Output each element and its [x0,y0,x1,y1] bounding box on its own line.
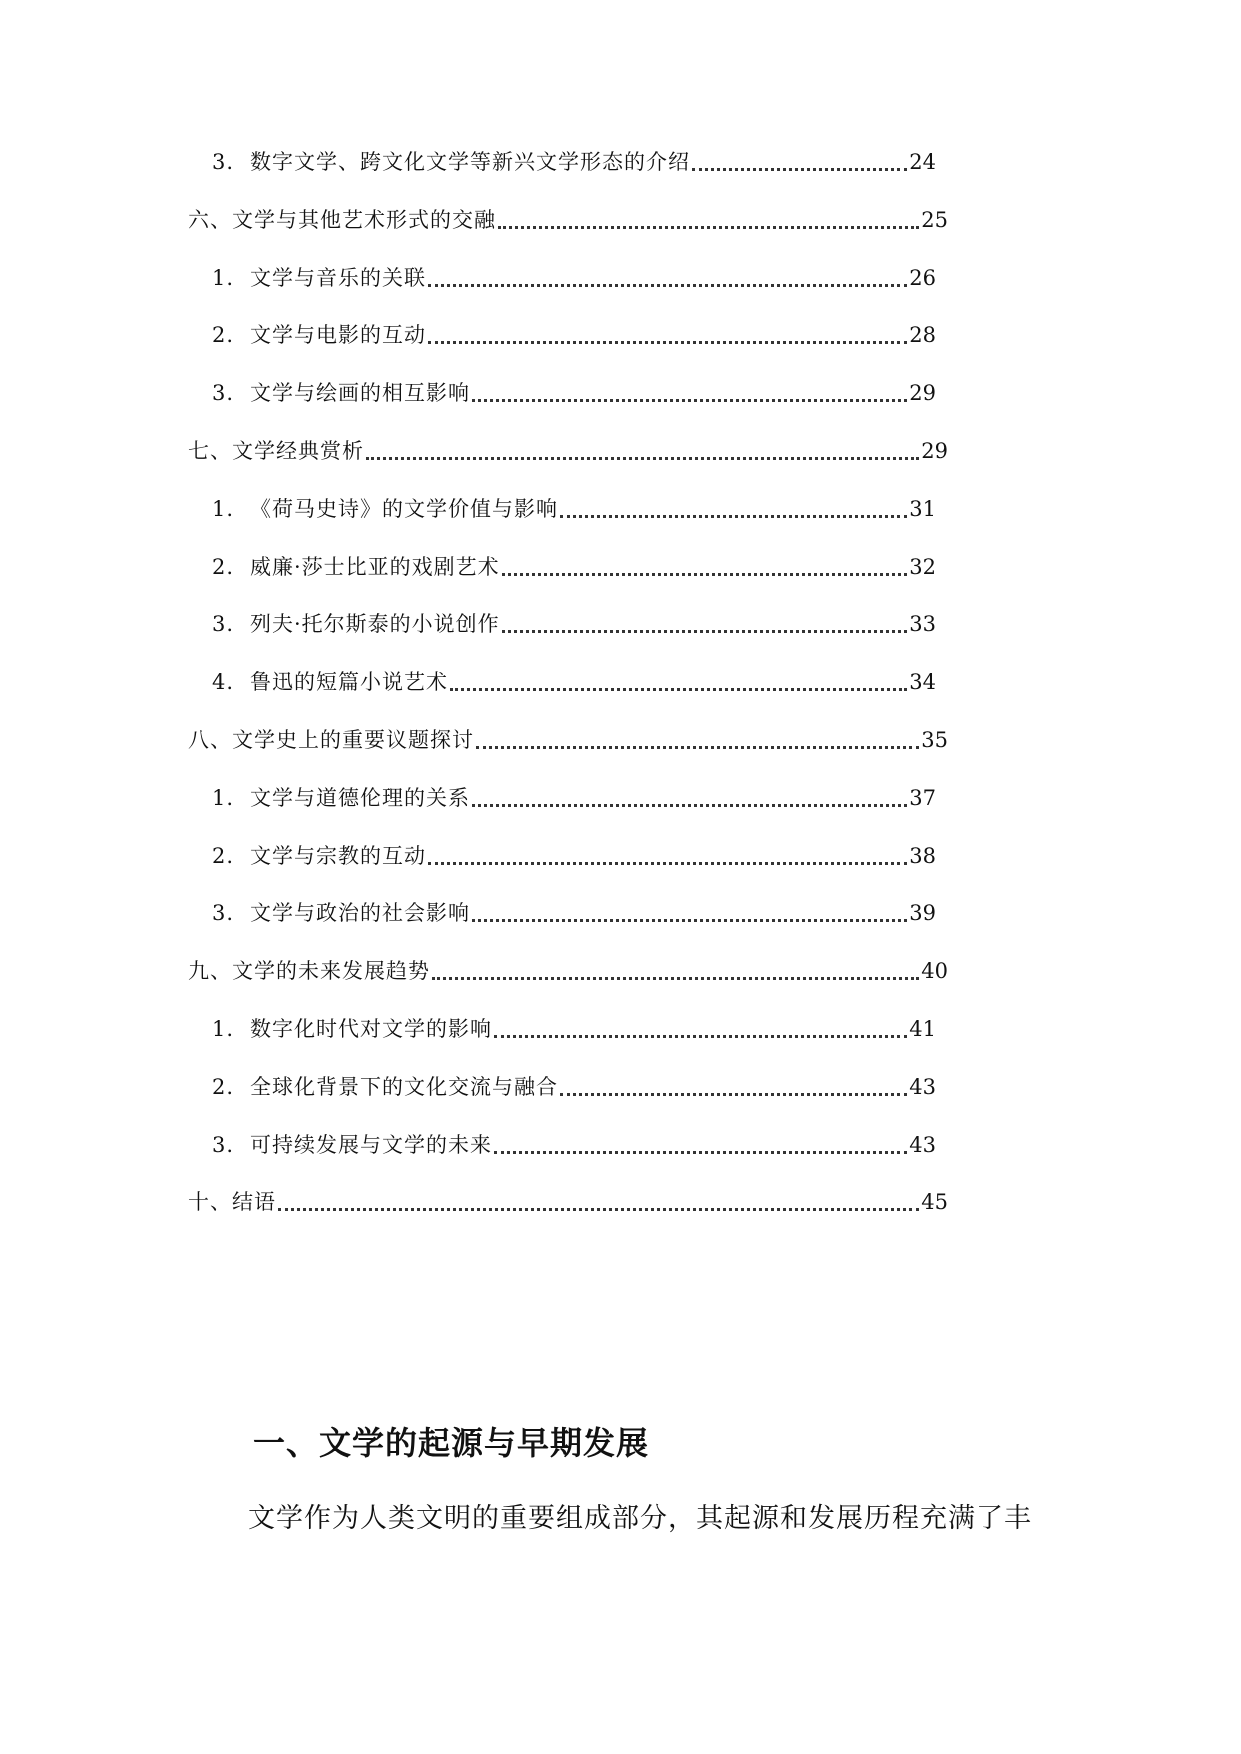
toc-dot-leader [450,688,907,691]
toc-page-number: 29 [907,373,936,413]
toc-entry[interactable] [0,489,1241,529]
toc-dot-leader [472,919,907,922]
toc-entry-label [212,836,428,876]
toc-entry[interactable] [0,662,1241,702]
toc-entry-number: 2. [212,843,235,868]
toc-dot-leader [428,284,907,287]
toc-entry-label [188,431,366,471]
toc-dot-leader [428,341,907,344]
toc-entry-title: 鲁迅的短篇小说艺术 [250,670,448,695]
toc-dot-leader [494,1151,907,1154]
toc-entry[interactable] [0,778,1241,818]
toc-entry-title: 文学与音乐的关联 [250,265,426,290]
toc-entry-title: 六、文学与其他艺术形式的交融 [188,207,496,232]
toc-entry[interactable] [0,431,1241,471]
toc-entry-label [212,1009,494,1049]
toc-dot-leader [560,1093,907,1096]
toc-entry-title: 可持续发展与文学的未来 [250,1132,492,1157]
toc-entry-number: 3. [212,901,235,926]
toc-entry-number: 3. [212,612,235,637]
toc-entry-label [212,1125,494,1165]
toc-page-number: 37 [907,778,936,818]
toc-page-number: 40 [919,951,948,991]
toc-dot-leader [432,977,919,980]
toc-entry[interactable] [0,836,1241,876]
toc-entry-label [188,1182,278,1222]
toc-entry-label [212,893,472,933]
toc-dot-leader [278,1208,919,1211]
toc-entry-label [212,142,692,182]
toc-entry-title: 文学与绘画的相互影响 [250,381,470,406]
toc-entry-label [212,778,472,818]
toc-page-number: 34 [907,662,936,702]
toc-entry[interactable] [0,315,1241,355]
toc-entry-title: 《荷马史诗》的文学价值与影响 [250,496,558,521]
toc-entry-number: 2. [212,323,235,348]
toc-entry[interactable] [0,200,1241,240]
toc-entry-title: 八、文学史上的重要议题探讨 [188,728,474,752]
toc-dot-leader [494,1035,907,1038]
toc-entry-label [212,604,502,644]
toc-entry-label [212,489,560,529]
toc-entry[interactable] [0,1182,1241,1222]
toc-page-number: 31 [907,489,936,529]
toc-dot-leader [560,515,907,518]
toc-page-number: 43 [907,1067,936,1107]
toc-page-number: 26 [907,258,936,298]
toc-entry[interactable] [0,1067,1241,1107]
toc-page-number: 33 [907,604,936,644]
toc-entry-title: 文学与道德伦理的关系 [250,785,470,810]
toc-entry[interactable] [0,258,1241,298]
toc-page-number: 39 [907,893,936,933]
toc-entry-label [212,1067,560,1107]
toc-entry-label [212,258,428,298]
toc-entry[interactable] [0,142,1241,182]
toc-entry-title: 七、文学经典赏析 [188,439,364,463]
toc-page-number: 24 [907,142,936,182]
toc-page-number: 32 [907,547,936,587]
toc-entry-number: 1. [212,785,235,810]
toc-dot-leader [502,630,908,633]
toc-entry-number: 2. [212,554,235,579]
toc-entry-title: 九、文学的未来发展趋势 [188,959,430,984]
toc-entry[interactable] [0,1009,1241,1049]
toc-dot-leader [428,862,907,865]
toc-entry-number: 1. [212,1017,235,1041]
toc-entry-label [212,547,502,587]
toc-dot-leader [498,226,919,229]
toc-entry-number: 3. [212,1132,235,1157]
toc-entry[interactable] [0,893,1241,933]
toc-entry-number: 4. [212,670,235,695]
toc-page-number: 28 [907,315,936,355]
body-paragraph: 文学作为人类文明的重要组成部分，其起源和发展历程充满了丰 [248,1503,1032,1534]
toc-entry[interactable] [0,720,1241,760]
toc-entry-title: 十、结语 [188,1190,276,1215]
toc-page-number: 43 [907,1125,936,1165]
toc-page-number: 25 [919,200,948,240]
toc-entry[interactable] [0,373,1241,413]
toc-page-number: 38 [907,836,936,876]
toc-entry-number: 1. [212,265,235,290]
toc-entry-title: 列夫·托尔斯泰的小说创作 [250,612,500,637]
toc-entry-title: 文学与政治的社会影响 [250,901,470,926]
toc-entry-label [212,373,472,413]
toc-entry[interactable] [0,604,1241,644]
toc-dot-leader [366,457,919,460]
toc-page-number: 35 [919,720,948,760]
toc-entry-label [212,315,428,355]
toc-entry[interactable] [0,1125,1241,1165]
toc-dot-leader [472,804,907,807]
toc-entry-title: 文学与宗教的互动 [250,843,426,868]
toc-page-number: 45 [919,1182,948,1222]
toc-entry[interactable] [0,547,1241,587]
toc-entry-number: 2. [212,1074,235,1099]
toc-entry-title: 威廉·莎士比亚的戏剧艺术 [250,554,500,579]
toc-entry-label [212,662,450,702]
toc-entry-label [188,951,432,991]
toc-dot-leader [472,399,907,402]
toc-entry-label [188,200,498,240]
toc-entry-number: 3. [212,381,235,406]
toc-dot-leader [502,573,908,576]
toc-page-number: 29 [919,431,948,471]
toc-dot-leader [476,746,919,749]
toc-entry-number: 1. [212,496,235,521]
toc-entry-title: 数字化时代对文学的影响 [250,1017,492,1041]
toc-entry-title: 全球化背景下的文化交流与融合 [250,1074,558,1099]
toc-entry-title: 数字文学、跨文化文学等新兴文学形态的介绍 [250,150,690,174]
toc-entry-number: 3. [212,150,235,174]
toc-dot-leader [692,168,907,171]
toc-page-number: 41 [907,1009,936,1049]
toc-entry[interactable] [0,951,1241,991]
toc-entry-label [188,720,476,760]
section-heading: 一、文学的起源与早期发展 [253,1424,650,1462]
toc-entry-title: 文学与电影的互动 [250,323,426,348]
